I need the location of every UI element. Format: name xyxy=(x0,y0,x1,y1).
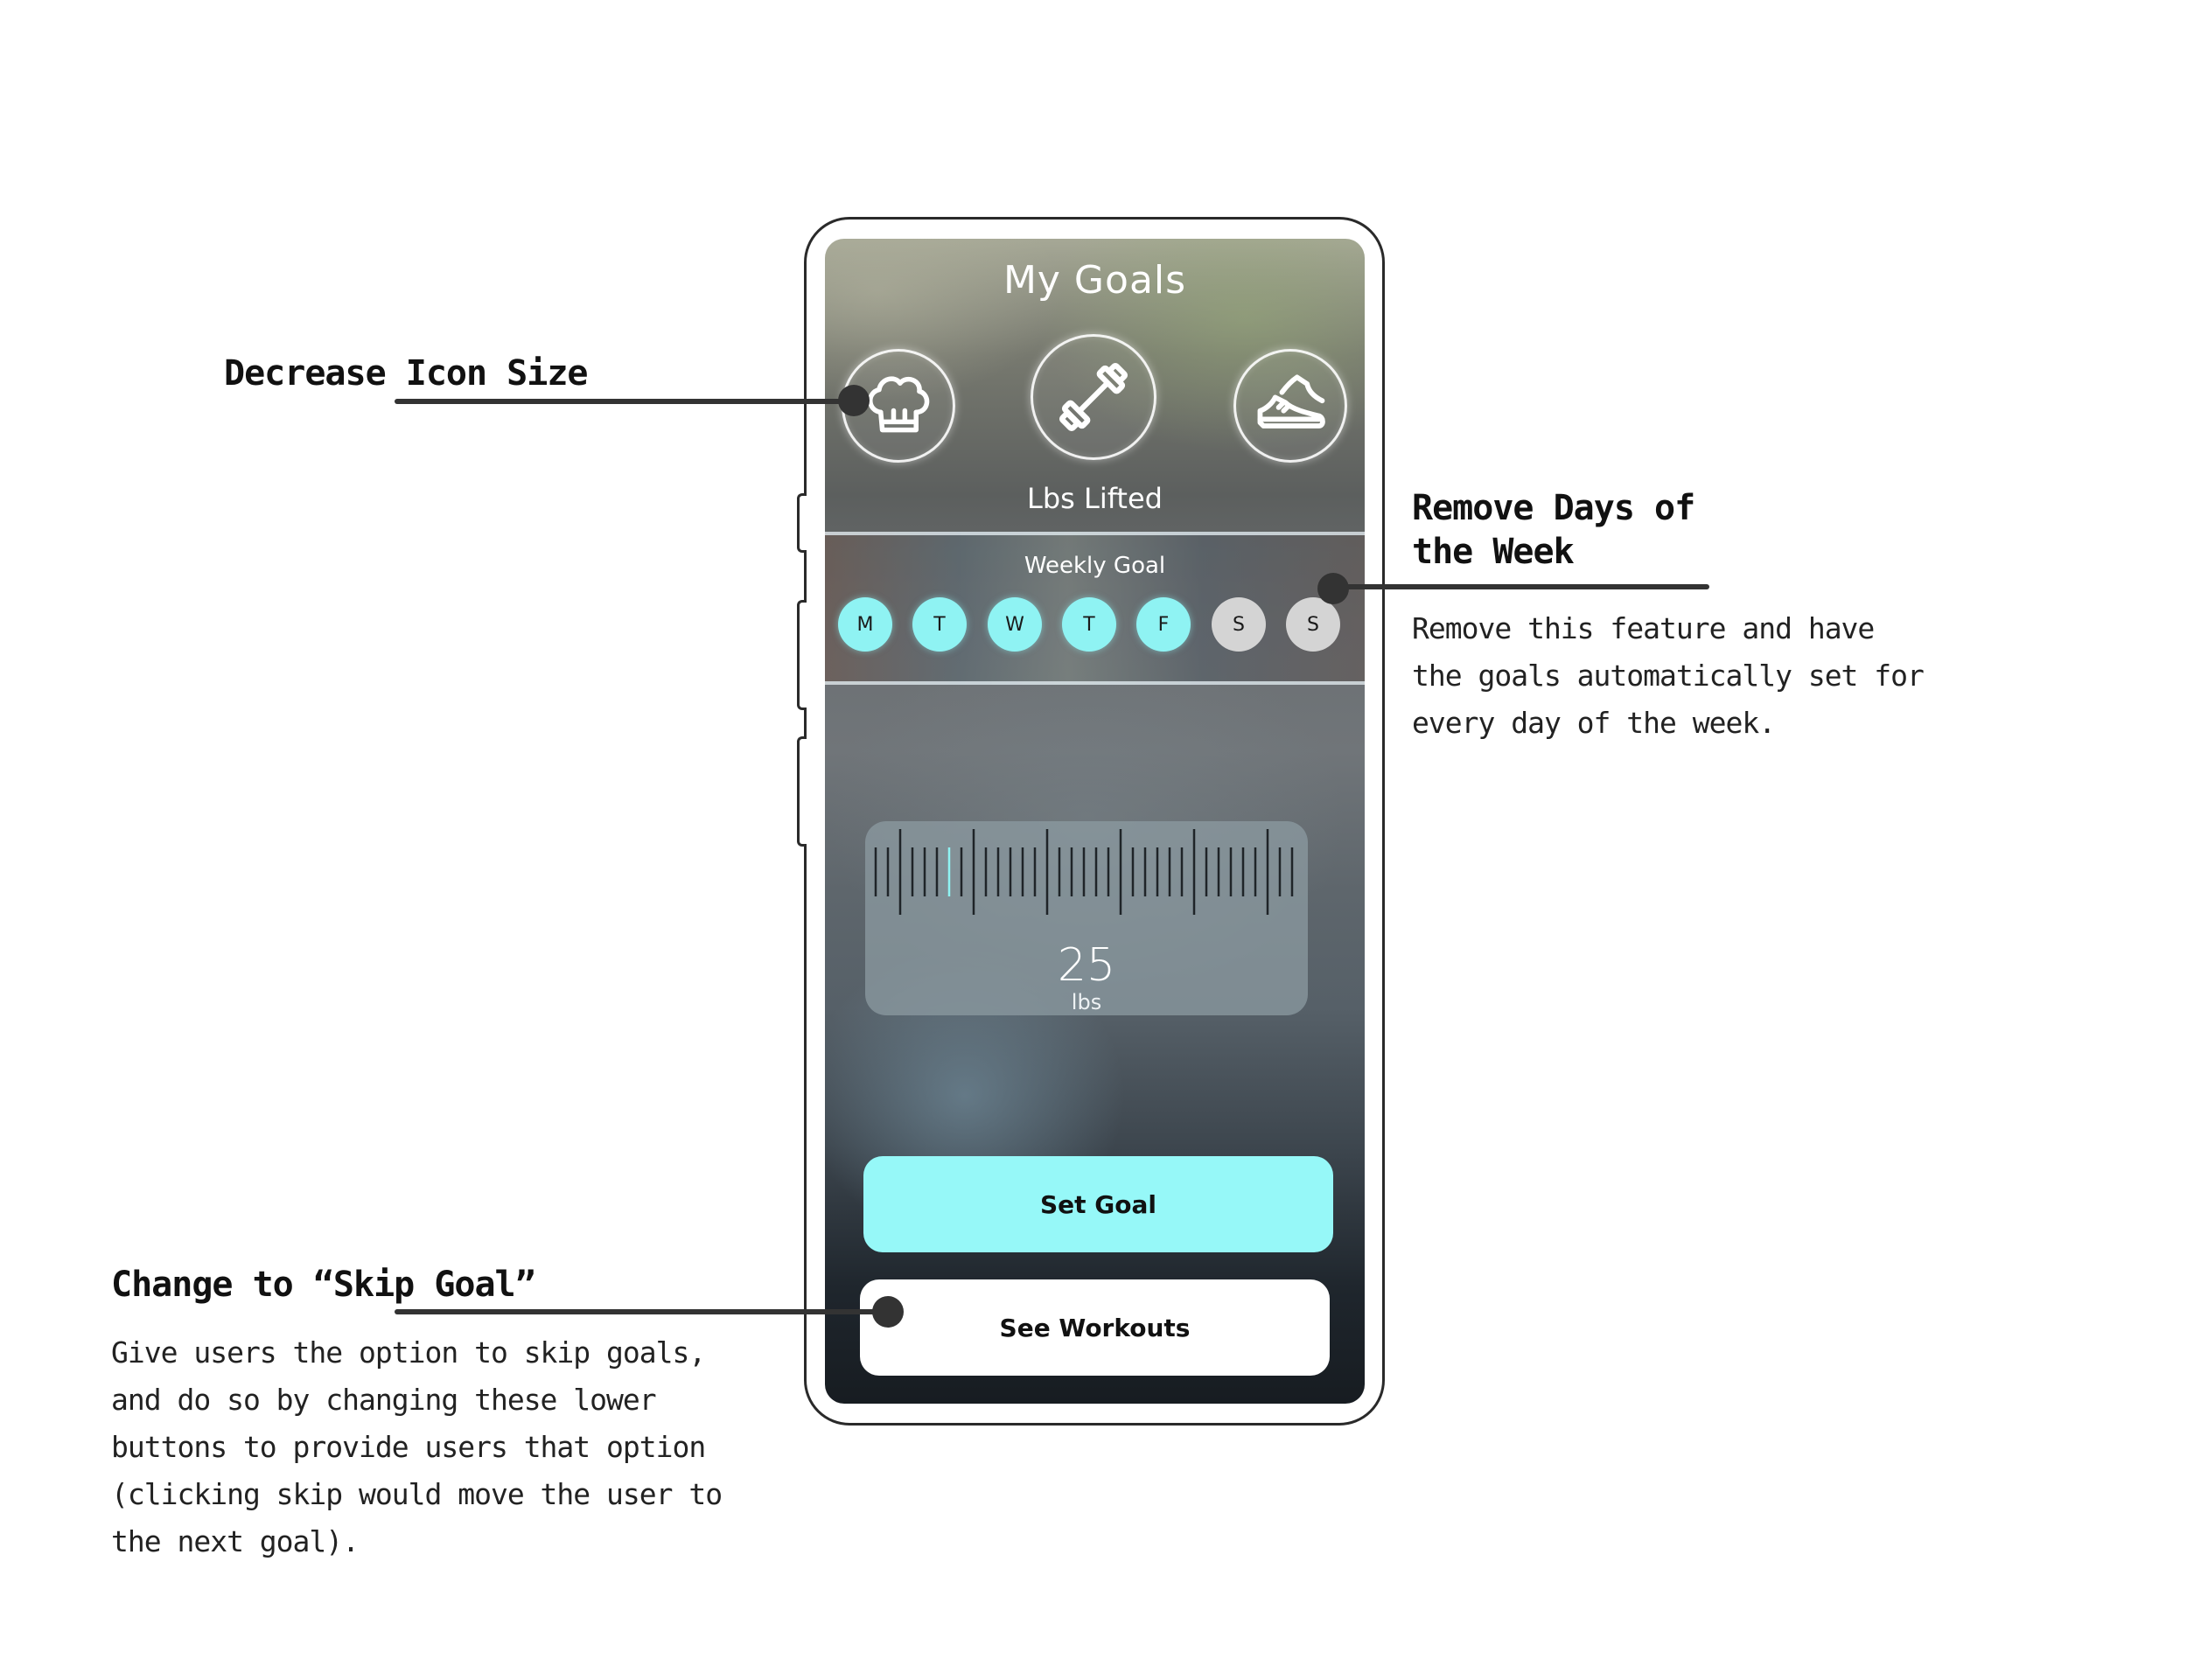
weekly-goal-section xyxy=(825,532,1365,685)
app-screen xyxy=(825,239,1365,1404)
goal-category-lifting[interactable] xyxy=(1031,334,1156,460)
weekly-goal-title: Weekly Goal xyxy=(1024,553,1166,579)
annotation-leader-line xyxy=(1333,584,1709,589)
day-toggle-tuesday[interactable]: T xyxy=(912,597,967,652)
goal-category-running[interactable] xyxy=(1233,349,1347,463)
ruler-value: 25 xyxy=(1057,939,1116,992)
annotation-leader-line xyxy=(395,399,858,404)
annotation-days-title: Remove Days of the Week xyxy=(1412,488,1695,572)
set-goal-button[interactable]: Set Goal xyxy=(863,1156,1333,1252)
annotation-icon-size-title: Decrease Icon Size xyxy=(224,353,588,394)
annotation-skip-goal-title: Change to “Skip Goal” xyxy=(111,1265,535,1305)
see-workouts-button[interactable]: See Workouts xyxy=(860,1279,1330,1376)
day-toggle-wednesday[interactable]: W xyxy=(988,597,1042,652)
metric-label: Lbs Lifted xyxy=(1027,482,1163,515)
ruler-unit: lbs xyxy=(1071,990,1102,1014)
phone-side-button xyxy=(797,493,807,553)
annotation-skip-goal-body: Give users the option to skip goals, and do so by changing these lower buttons to provide users that option (clicking skip would move the user to the next goal). xyxy=(111,1335,723,1558)
dumbbell-icon xyxy=(1048,352,1139,443)
annotation-marker xyxy=(872,1296,904,1328)
sneakers-icon xyxy=(1248,364,1332,448)
weight-ruler-slider[interactable] xyxy=(865,821,1308,1015)
day-toggle-saturday[interactable]: S xyxy=(1212,597,1266,652)
ruler-ticks xyxy=(865,821,1308,935)
annotation-marker xyxy=(838,385,870,416)
annotation-leader-line xyxy=(395,1309,893,1314)
annotation-marker xyxy=(1317,573,1349,604)
day-toggle-thursday[interactable]: T xyxy=(1062,597,1116,652)
page-title: My Goals xyxy=(1003,258,1187,303)
day-toggle-sunday[interactable]: S xyxy=(1286,597,1340,652)
annotation-days-body: Remove this feature and have the goals automatically set for every day of the week. xyxy=(1412,611,1924,740)
phone-side-button xyxy=(797,600,807,710)
chef-hat-icon xyxy=(858,366,939,446)
day-toggle-friday[interactable]: F xyxy=(1136,597,1191,652)
phone-side-button xyxy=(797,736,807,847)
day-toggle-monday[interactable]: M xyxy=(838,597,892,652)
